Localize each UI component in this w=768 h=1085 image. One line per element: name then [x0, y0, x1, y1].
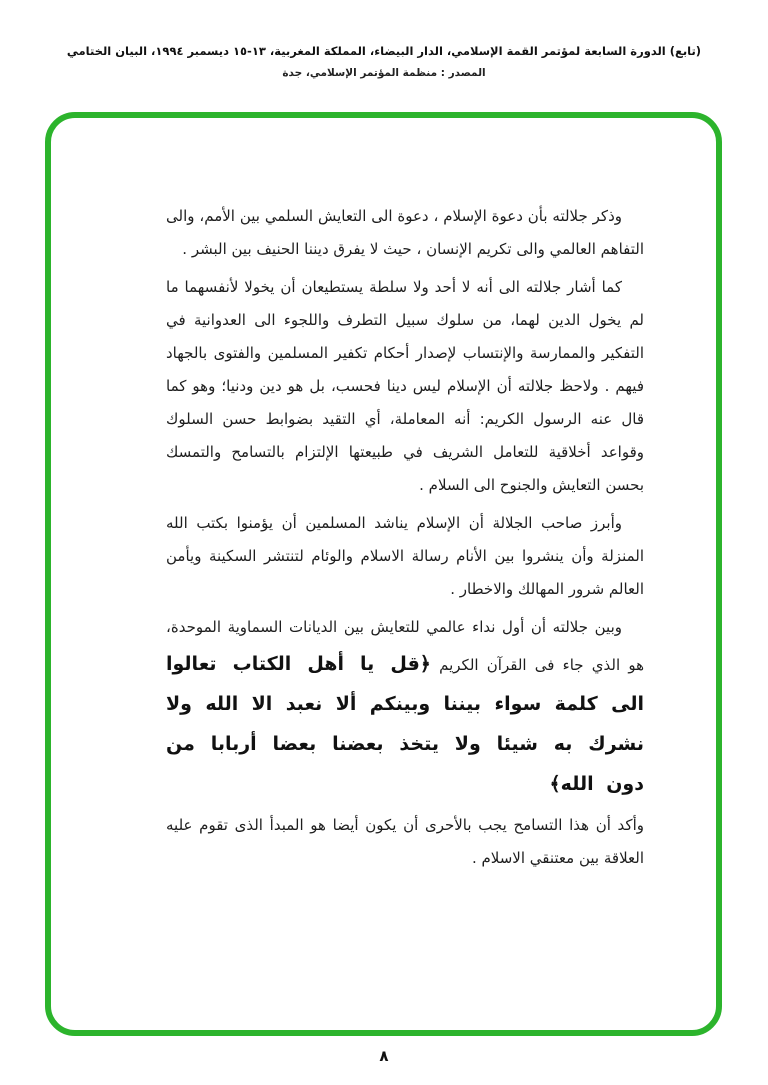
paragraph-5: وأكد أن هذا التسامح يجب بالأحرى أن يكون أيضا هو المبدأ الذى تقوم عليه العلاقة بين معتنقي الاسلام .	[166, 816, 644, 867]
paragraph-4	[166, 611, 644, 804]
paragraph-4-intro: وبين جلالته أن أول نداء عالمي للتعايش بين الديانات السماوية الموحدة، هو الذي جاء فى القرآن الكريم	[166, 618, 644, 674]
paragraph-2: كما أشار جلالته الى أنه لا أحد ولا سلطة يستطيعان أن يخولا لأنفسهما ما لم يخول الدين لهما، من سلوك سبيل التطرف واللجوء الى العدوانية في التفكير والممارسة والإنتساب لإصدار أحكام تكفير المسلمين والفتوى بالجهاد فيهم . ولاحظ جلالته أن الإسلام ليس دينا فحسب، بل هو دين ودنيا؛ وهو كما قال عنه الرسول الكريم: أنه المعاملة، أي التقيد بضوابط حسن السلوك وقواعد أخلاقية للتعامل الشريف في طبيعتها الإلتزام بالتسامح والتمسك بحسن التعايش والجنوح الى السلام .	[166, 278, 644, 494]
quran-verse: ﴿قل يا أهل الكتاب تعالوا الى كلمة سواء بيننا وبينكم ألا نعبد الا الله ولا نشرك به شيئا ولا يتخذ بعضنا بعضا أربابا من دون الله﴾	[166, 653, 644, 795]
header-title: (تابع) الدورة السابعة لمؤتمر القمة الإسلامي، الدار البيضاء، المملكة المغربية، ١٣-١٥ ديسمبر ١٩٩٤، البيان الختامي	[66, 44, 702, 58]
paragraph-1: وذكر جلالته بأن دعوة الإسلام ، دعوة الى التعايش السلمي بين الأمم، والى التفاهم العالمي والى تكريم الإنسان ، حيث لا يفرق ديننا الحنيف بين البشر .	[166, 207, 644, 258]
green-border-frame	[45, 112, 722, 1036]
document-header	[0, 44, 768, 79]
paragraph-3: وأبرز صاحب الجلالة أن الإسلام يناشد المسلمين أن يؤمنوا بكتب الله المنزلة وأن ينشروا بين الأنام رسالة الاسلام والوئام لتنتشر السكينة ويأمن العالم شرور المهالك والاخطار .	[166, 514, 644, 598]
header-source: المصدر : منظمة المؤتمر الإسلامي، جدة	[282, 67, 486, 79]
body-text	[166, 200, 644, 880]
page-number: ٨	[379, 1047, 389, 1065]
